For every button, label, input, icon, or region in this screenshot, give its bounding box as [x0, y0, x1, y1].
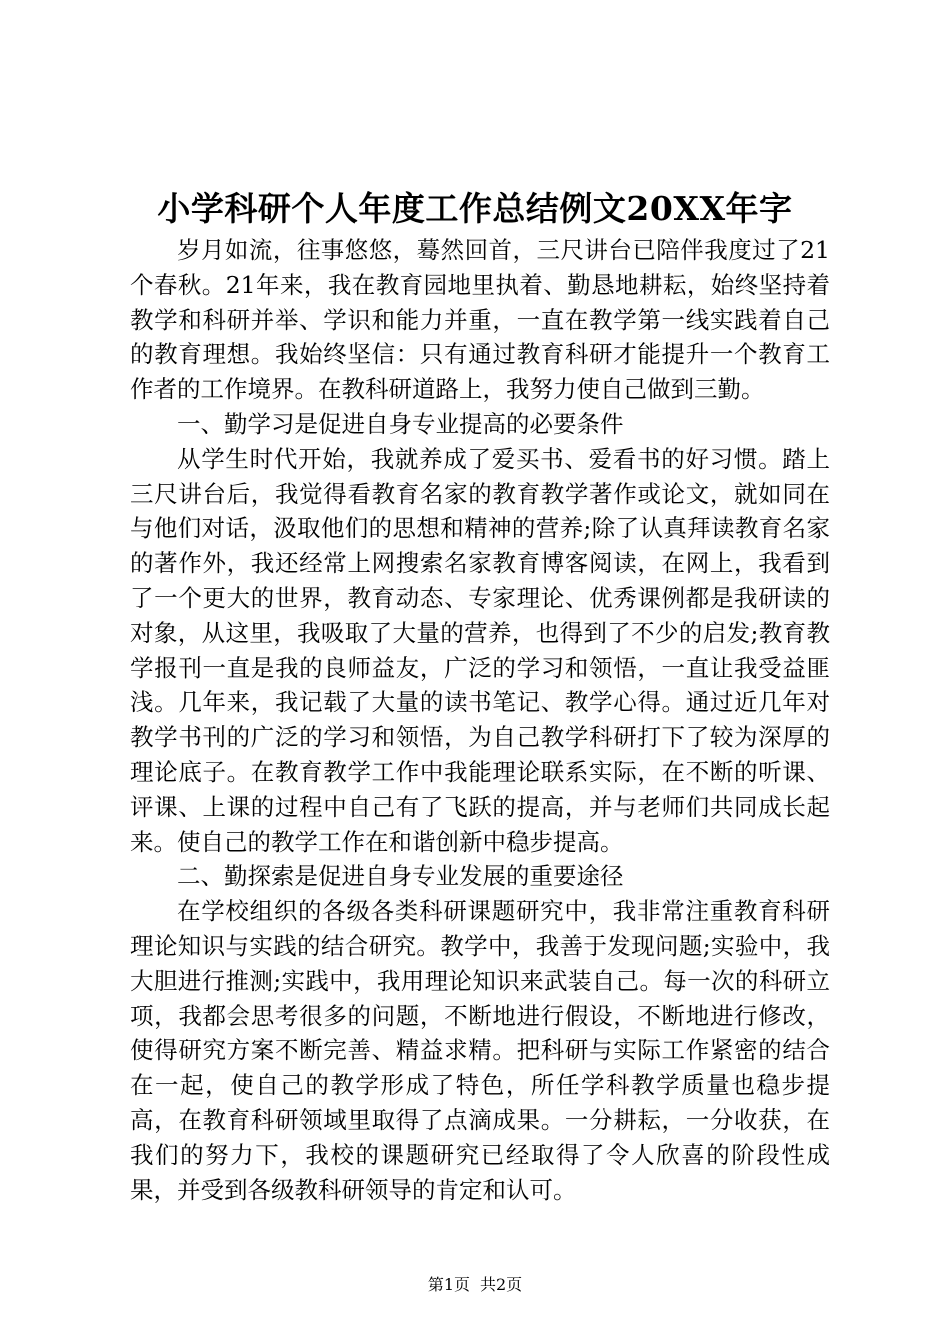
- document-body: [130, 233, 830, 1207]
- paragraph-intro: 岁月如流，往事悠悠，蓦然回首，三尺讲台已陪伴我度过了21个春秋。21年来，我在教育园地里执着、勤恳地耕耘，始终坚持着教学和科研并举、学识和能力并重，一直在教学第一线实践着自己的教育理想。我始终坚信：只有通过教育科研才能提升一个教育工作者的工作境界。在教科研道路上，我努力使自己做到三勤。: [130, 236, 830, 404]
- paragraph-section-2: 在学校组织的各级各类科研课题研究中，我非常注重教育科研理论知识与实践的结合研究。教学中，我善于发现问题;实验中，我大胆进行推测;实践中，我用理论知识来武装自己。每一次的科研立项，我都会思考很多的问题，不断地进行假设，不断地进行修改，使得研究方案不断完善、精益求精。把科研与实际工作紧密的结合在一起，使自己的教学形成了特色，所任学科教学质量也稳步提高，在教育科研领域里取得了点滴成果。一分耕耘，一分收获，在我们的努力下，我校的课题研究已经取得了令人欣喜的阶段性成果，并受到各级教科研领导的肯定和认可。: [130, 897, 830, 1204]
- section-heading-2: 二、勤探索是促进自身专业发展的重要途径: [177, 862, 624, 891]
- section-heading-1: 一、勤学习是促进自身专业提高的必要条件: [177, 409, 624, 438]
- page-number: 第1页: [427, 1275, 470, 1294]
- paragraph-section-1: 从学生时代开始，我就养成了爱买书、爱看书的好习惯。踏上三尺讲台后，我觉得看教育名家的教育教学著作或论文，就如同在与他们对话，汲取他们的思想和精神的营养;除了认真拜读教育名家的著作外，我还经常上网搜索名家教育博客阅读，在网上，我看到了一个更大的世界，教育动态、专家理论、优秀课例都是我研读的对象，从这里，我吸取了大量的营养，也得到了不少的启发;教育教学报刊一直是我的良师益友，广泛的学习和领悟，一直让我受益匪浅。几年来，我记载了大量的读书笔记、教学心得。通过近几年对教学书刊的广泛的学习和领悟，为自己教学科研打下了较为深厚的理论底子。在教育教学工作中我能理论联系实际，在不断的听课、评课、上课的过程中自己有了飞跃的提高，并与老师们共同成长起来。使自己的教学工作在和谐创新中稳步提高。: [130, 444, 830, 856]
- page-footer: [0, 1274, 950, 1296]
- page-total: 共2页: [480, 1275, 523, 1294]
- document-title: 小学科研个人年度工作总结例文20XX年字: [157, 189, 793, 228]
